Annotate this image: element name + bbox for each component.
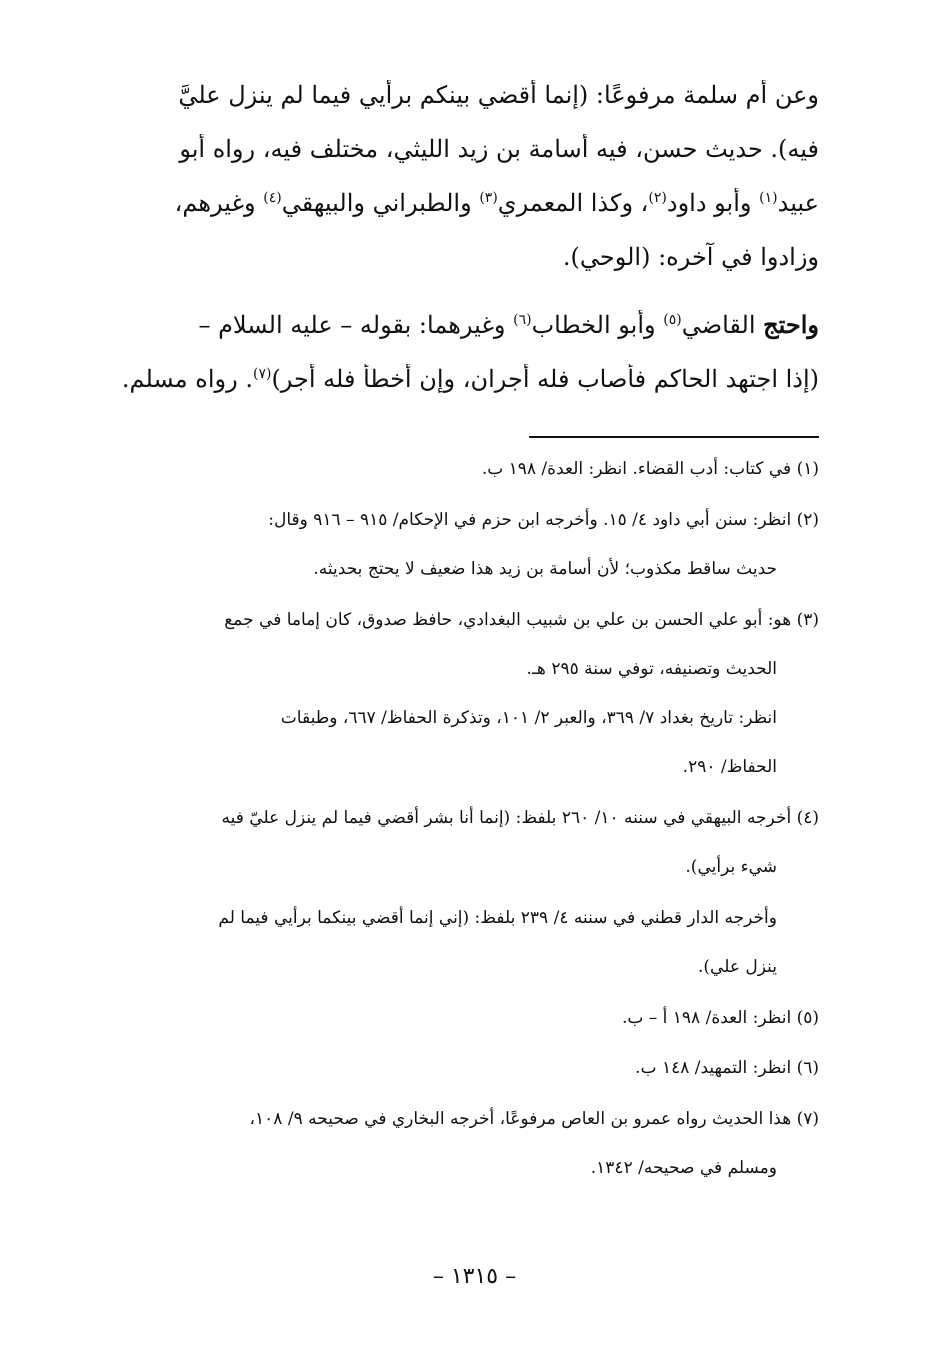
body-line xyxy=(107,310,819,340)
footnote-4-cont xyxy=(107,955,777,979)
body-line xyxy=(107,242,819,272)
footnote-ref: (٤) xyxy=(263,190,282,206)
footnote-ref: (٧) xyxy=(252,366,272,382)
body-text: ، وكذا المعمري xyxy=(497,189,649,217)
footnote-4 xyxy=(107,806,819,830)
footnote-3-cont xyxy=(107,657,777,681)
body-line xyxy=(107,364,819,394)
footnote-2 xyxy=(107,508,819,532)
footnote-3-cont xyxy=(107,706,777,730)
footnote-4-cont xyxy=(107,906,777,930)
body-text: وغيرهما: بقوله – عليه السلام – xyxy=(198,311,514,339)
body-line xyxy=(107,134,819,164)
footnote-6 xyxy=(107,1056,819,1080)
footnote-text: الحفاظ/ ٢٩٠. xyxy=(682,757,777,777)
body-text: وأبو الخطاب xyxy=(531,311,664,339)
body-text: وأبو داود xyxy=(666,189,760,217)
body-text: وغيرهم، xyxy=(174,189,264,217)
footnote-text: حديث ساقط مكذوب؛ لأن أسامة بن زيد هذا ضعيف لا يحتج بحديثه. xyxy=(313,559,777,579)
body-line xyxy=(107,188,819,218)
footnote-text: انظر: تاريخ بغداد ٧/ ٣٦٩، والعبر ٢/ ١٠١، وتذكرة الحفاظ/ ٦٦٧، وطبقات xyxy=(280,708,777,728)
body-text: . رواه مسلم. xyxy=(121,365,253,393)
body-text: عبيد xyxy=(777,189,819,217)
footnote-text: (٤) أخرجه البيهقي في سننه ١٠/ ٢٦٠ بلفظ: (إنما أنا بشر أقضي فيما لم ينزل عليّ فيه xyxy=(221,808,819,828)
footnote-separator xyxy=(529,436,819,438)
footnote-ref: (٦) xyxy=(513,312,532,328)
footnote-text: (٣) هو: أبو علي الحسن بن علي بن شبيب البغدادي، حافظ صدوق، كان إماما في جمع xyxy=(224,610,819,630)
footnote-4-cont xyxy=(107,855,777,879)
footnote-text: (١) في كتاب: أدب القضاء. انظر: العدة/ ١٩٨ ب. xyxy=(481,459,819,479)
footnote-3-cont xyxy=(107,755,777,779)
footnote-7-cont xyxy=(107,1156,777,1180)
body-text: وعن أم سلمة مرفوعًا: (إنما أقضي بينكم برأيي فيما لم ينزل عليَّ xyxy=(178,81,819,109)
footnote-ref: (١) xyxy=(759,190,778,206)
body-text: القاضي xyxy=(681,311,764,339)
page-number: – ١٣١٥ – xyxy=(432,1264,517,1289)
body-line xyxy=(107,80,819,110)
footnote-text: (٦) انظر: التمهيد/ ١٤٨ ب. xyxy=(635,1058,819,1078)
footnote-text: ومسلم في صحيحه/ ١٣٤٢. xyxy=(590,1158,777,1178)
footnote-5 xyxy=(107,1006,819,1030)
footnote-ref: (٣) xyxy=(479,190,498,206)
footnote-text: وأخرجه الدار قطني في سننه ٤/ ٢٣٩ بلفظ: (إني إنما أقضي بينكما برأيي فيما لم xyxy=(218,908,777,928)
footnote-text: ينزل علي). xyxy=(698,957,777,977)
footnote-text: شيء برأيي). xyxy=(685,857,777,877)
footnote-3 xyxy=(107,608,819,632)
footnote-ref: (٥) xyxy=(663,312,682,328)
body-text: فيه). حديث حسن، فيه أسامة بن زيد الليثي، مختلف فيه، رواه أبو xyxy=(179,135,819,163)
footnote-1 xyxy=(107,457,819,481)
footnote-ref: (٢) xyxy=(648,190,667,206)
footnote-text: (٥) انظر: العدة/ ١٩٨ أ – ب. xyxy=(621,1008,819,1028)
footnote-2-cont xyxy=(107,557,777,581)
body-text: (إذا اجتهد الحاكم فأصاب فله أجران، وإن أخطأ فله أجر) xyxy=(271,365,819,393)
footnote-7 xyxy=(107,1107,819,1131)
footnote-text: (٢) انظر: سنن أبي داود ٤/ ١٥. وأخرجه ابن حزم في الإحكام/ ٩١٥ – ٩١٦ وقال: xyxy=(268,510,819,530)
body-text: وزادوا في آخره: (الوحي). xyxy=(562,243,819,271)
body-text: والطبراني والبيهقي xyxy=(281,189,480,217)
bold-lead-word: واحتج xyxy=(763,310,819,339)
footnote-text: (٧) هذا الحديث رواه عمرو بن العاص مرفوعًا، أخرجه البخاري في صحيحه ٩/ ١٠٨، xyxy=(249,1109,819,1129)
footnote-text: الحديث وتصنيفه، توفي سنة ٢٩٥ هـ. xyxy=(526,659,777,679)
